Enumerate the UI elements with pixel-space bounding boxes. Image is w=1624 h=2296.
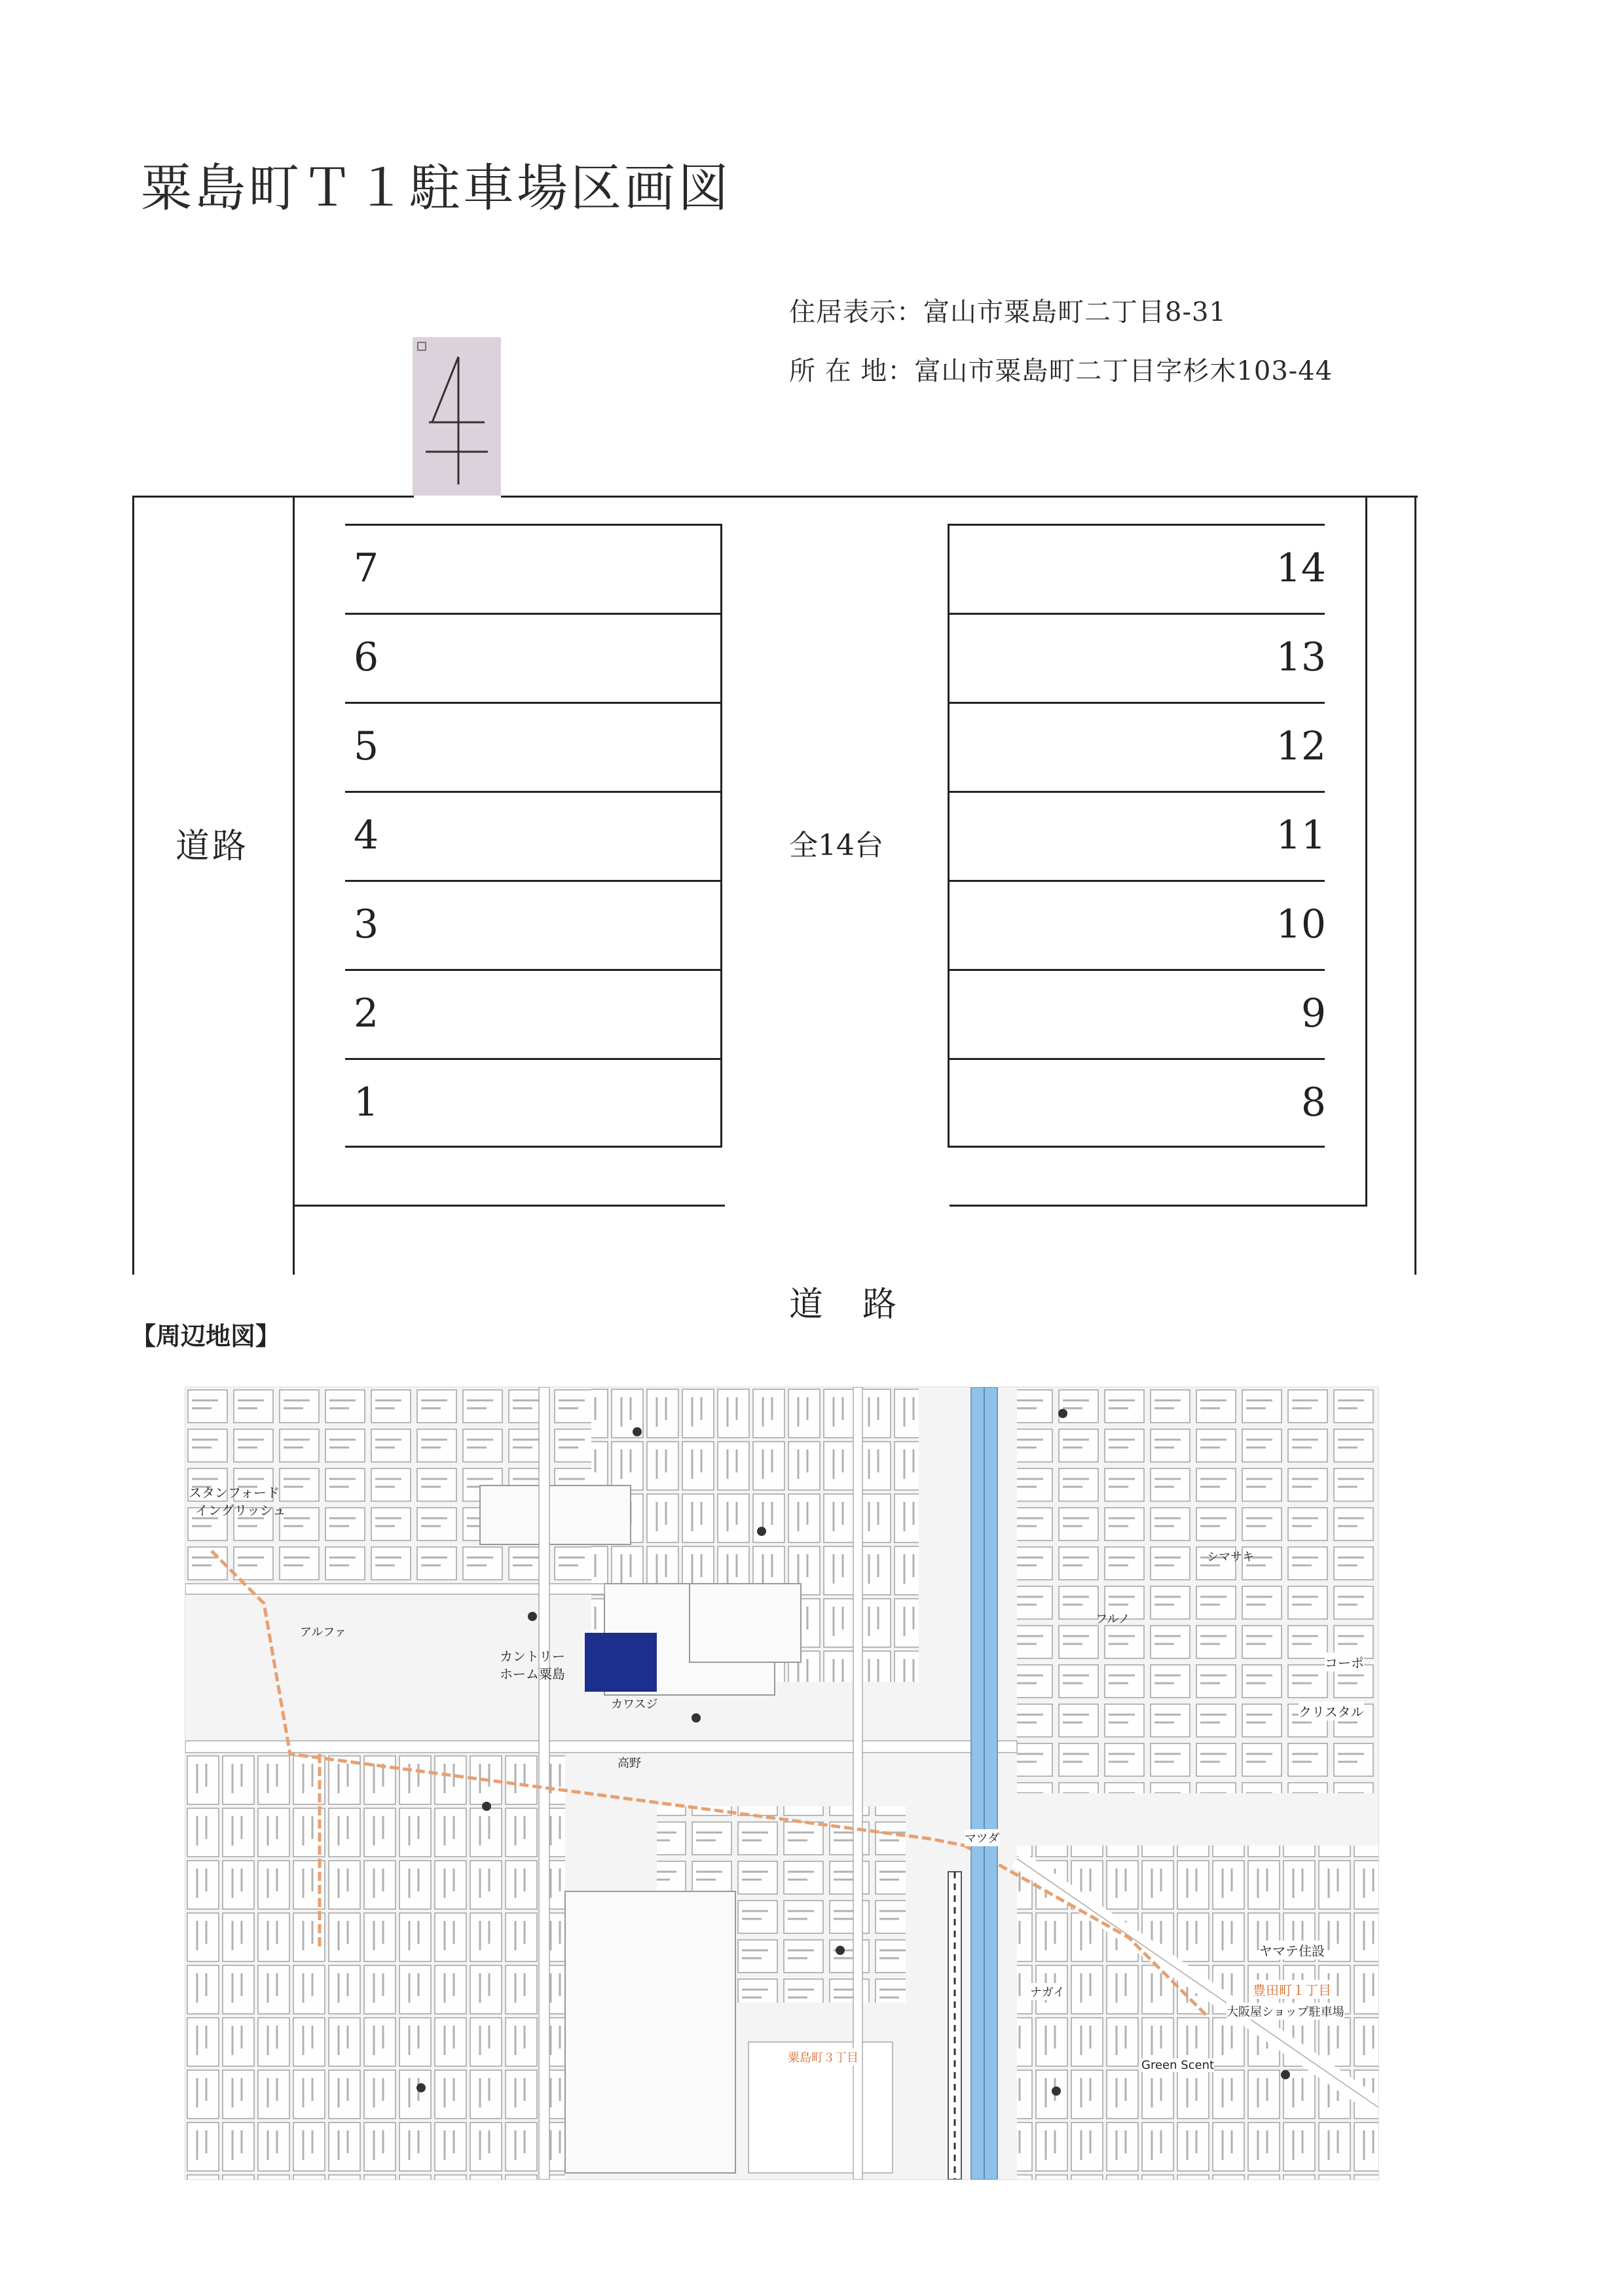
slot-number-12: 12	[1276, 723, 1326, 769]
north-boundary-left	[132, 496, 414, 498]
left-slot-line	[345, 791, 722, 793]
map-label: 粟島町３丁目	[788, 2049, 858, 2066]
map-label: スタンフォード	[189, 1485, 280, 1501]
south-road-label: 道 路	[789, 1285, 900, 1324]
map-heading: 【周辺地図】	[131, 1322, 281, 1351]
slot-number-1: 1	[354, 1080, 379, 1125]
map-label: ホーム粟島	[500, 1666, 565, 1682]
slot-number-5: 5	[354, 723, 379, 769]
right-slot-line	[948, 702, 1325, 704]
left-slot-line	[345, 880, 722, 882]
map-label: イングリッシュ	[195, 1503, 286, 1518]
left-slot-line	[345, 1146, 722, 1148]
north-boundary-right	[501, 496, 1418, 498]
right-slot-line	[948, 880, 1325, 882]
map-label: シマサキ	[1207, 1550, 1254, 1564]
slot-number-6: 6	[354, 634, 379, 680]
location-address: 所 在 地：富山市粟島町二丁目字杉木103-44	[789, 356, 1333, 386]
slot-number-10: 10	[1276, 902, 1326, 947]
slot-number-4: 4	[354, 812, 379, 858]
residence-address: 住居表示：富山市粟島町二丁目8-31	[789, 297, 1227, 327]
surrounding-map	[185, 1387, 1379, 2180]
left-slot-line	[345, 1058, 722, 1060]
right-slot-line	[948, 613, 1325, 615]
left-block-right-edge	[720, 524, 722, 1146]
page-title: 粟島町Ｔ１駐車場区画図	[141, 159, 732, 218]
total-count-label: 全14台	[789, 829, 883, 862]
map-label: Green Scent	[1141, 2058, 1215, 2072]
slot-number-9: 9	[1301, 991, 1326, 1036]
slot-number-2: 2	[354, 991, 379, 1036]
left-slot-line	[345, 524, 722, 526]
left-slot-line	[345, 702, 722, 704]
right-slot-line	[948, 791, 1325, 793]
slot-number-11: 11	[1276, 812, 1326, 858]
right-slot-line	[948, 969, 1325, 971]
map-label: マツダ	[965, 1829, 999, 1846]
north-arrow-icon	[413, 337, 501, 496]
right-slot-line	[948, 1146, 1325, 1148]
slot-number-7: 7	[354, 545, 379, 591]
map-label: アルファ	[300, 1626, 346, 1639]
left-slot-line	[345, 969, 722, 971]
west-road-label: 道路	[175, 827, 249, 866]
east-boundary-inner	[1365, 496, 1367, 1206]
right-block-left-edge	[948, 524, 950, 1146]
west-road-inner	[293, 496, 295, 1275]
east-boundary-outer	[1414, 496, 1416, 1275]
right-slot-line	[948, 1058, 1325, 1060]
map-label: ヤマテ住設	[1259, 1941, 1325, 1959]
map-label: 大阪屋ショップ駐車場	[1227, 2003, 1344, 2020]
slot-number-3: 3	[354, 902, 379, 947]
map-label: コーポ	[1325, 1652, 1364, 1671]
slot-number-13: 13	[1276, 634, 1326, 680]
right-slot-line	[948, 524, 1325, 526]
map-label: カントリー	[500, 1649, 565, 1664]
south-road-line-right	[950, 1205, 1367, 1207]
target-lot-marker	[585, 1633, 657, 1692]
map-label: クリスタル	[1299, 1702, 1364, 1721]
map-label: フルノ	[1096, 1613, 1130, 1626]
slot-number-14: 14	[1276, 545, 1326, 591]
slot-number-8: 8	[1301, 1080, 1326, 1125]
map-label: ナガイ	[1030, 1983, 1065, 2000]
map-label: 豊田町１丁目	[1253, 1980, 1331, 1999]
map-label: 高野	[618, 1757, 641, 1770]
map-label: カワスジ	[611, 1698, 658, 1711]
west-road-outer	[132, 496, 134, 1275]
south-road-line-left	[293, 1205, 725, 1207]
left-slot-line	[345, 613, 722, 615]
